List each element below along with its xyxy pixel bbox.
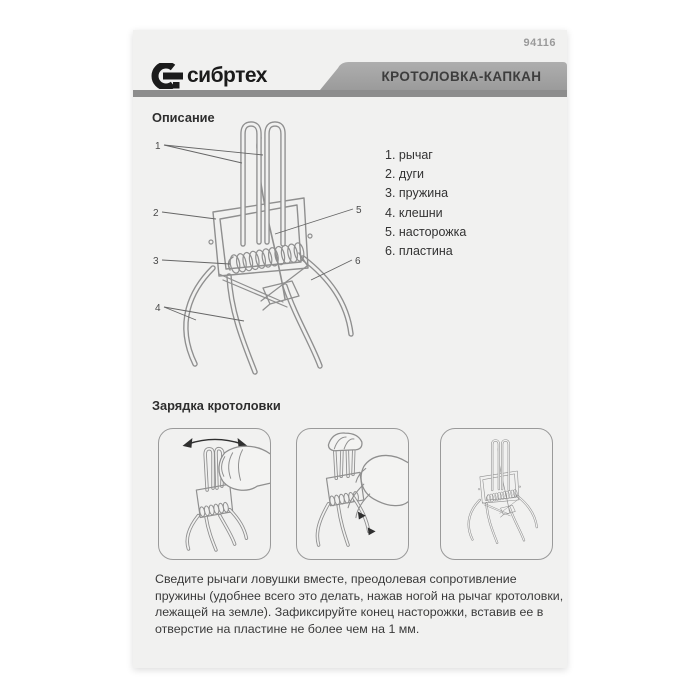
- sibrtech-logo-icon: [149, 63, 183, 89]
- part-item-5: 5. насторожка: [385, 224, 467, 239]
- instruction-page: [133, 30, 567, 668]
- page-title: КРОТОЛОВКА-КАПКАН: [381, 68, 542, 84]
- brand-logo: [149, 61, 267, 90]
- hand-icon: [361, 455, 408, 505]
- header-strip: [133, 90, 567, 97]
- motion-arrow-icon: [188, 439, 241, 443]
- part-item-2: 2. дуги: [385, 167, 424, 182]
- mole-trap-diagram: [145, 118, 375, 388]
- brand-name: сибртех: [187, 63, 267, 87]
- step-3-illustration: [441, 429, 552, 559]
- step-2-illustration: [297, 429, 408, 559]
- loading-heading: Зарядка кротоловки: [152, 398, 281, 413]
- hand-icon: [328, 433, 362, 451]
- callout-4: 4: [155, 303, 161, 314]
- description-heading: Описание: [152, 110, 215, 125]
- parts-list: [385, 146, 466, 261]
- callout-3: 3: [153, 256, 159, 267]
- product-code: 94116: [523, 37, 556, 49]
- step-panel-squeeze-levers: [158, 428, 271, 560]
- callout-2: 2: [153, 208, 159, 219]
- loading-instructions: Сведите рычаги ловушки вместе, преодолевая сопротивление пружины (удобнее всего это делать, нажав ногой на рычаг кротоловки, лежащей на земле). Зафиксируйте конец насторожки, вставив ее в отверстие на пластине не более чем на 1 мм.: [155, 572, 564, 636]
- part-item-6: 6. пластина: [385, 244, 453, 259]
- callout-5: 5: [356, 205, 362, 216]
- product-title-banner: [320, 62, 567, 90]
- part-item-1: 1. рычаг: [385, 148, 433, 162]
- hand-icon: [219, 446, 270, 490]
- step-panel-loaded-trap: [440, 428, 553, 560]
- part-item-3: 3. пружина: [385, 186, 449, 201]
- callout-1: 1: [155, 141, 161, 152]
- step-panel-fix-trigger: [296, 428, 409, 560]
- small-arrow-icon: [368, 527, 376, 535]
- step-1-illustration: [159, 429, 270, 559]
- callout-6: 6: [355, 256, 361, 267]
- part-item-4: 4. клешни: [385, 205, 443, 220]
